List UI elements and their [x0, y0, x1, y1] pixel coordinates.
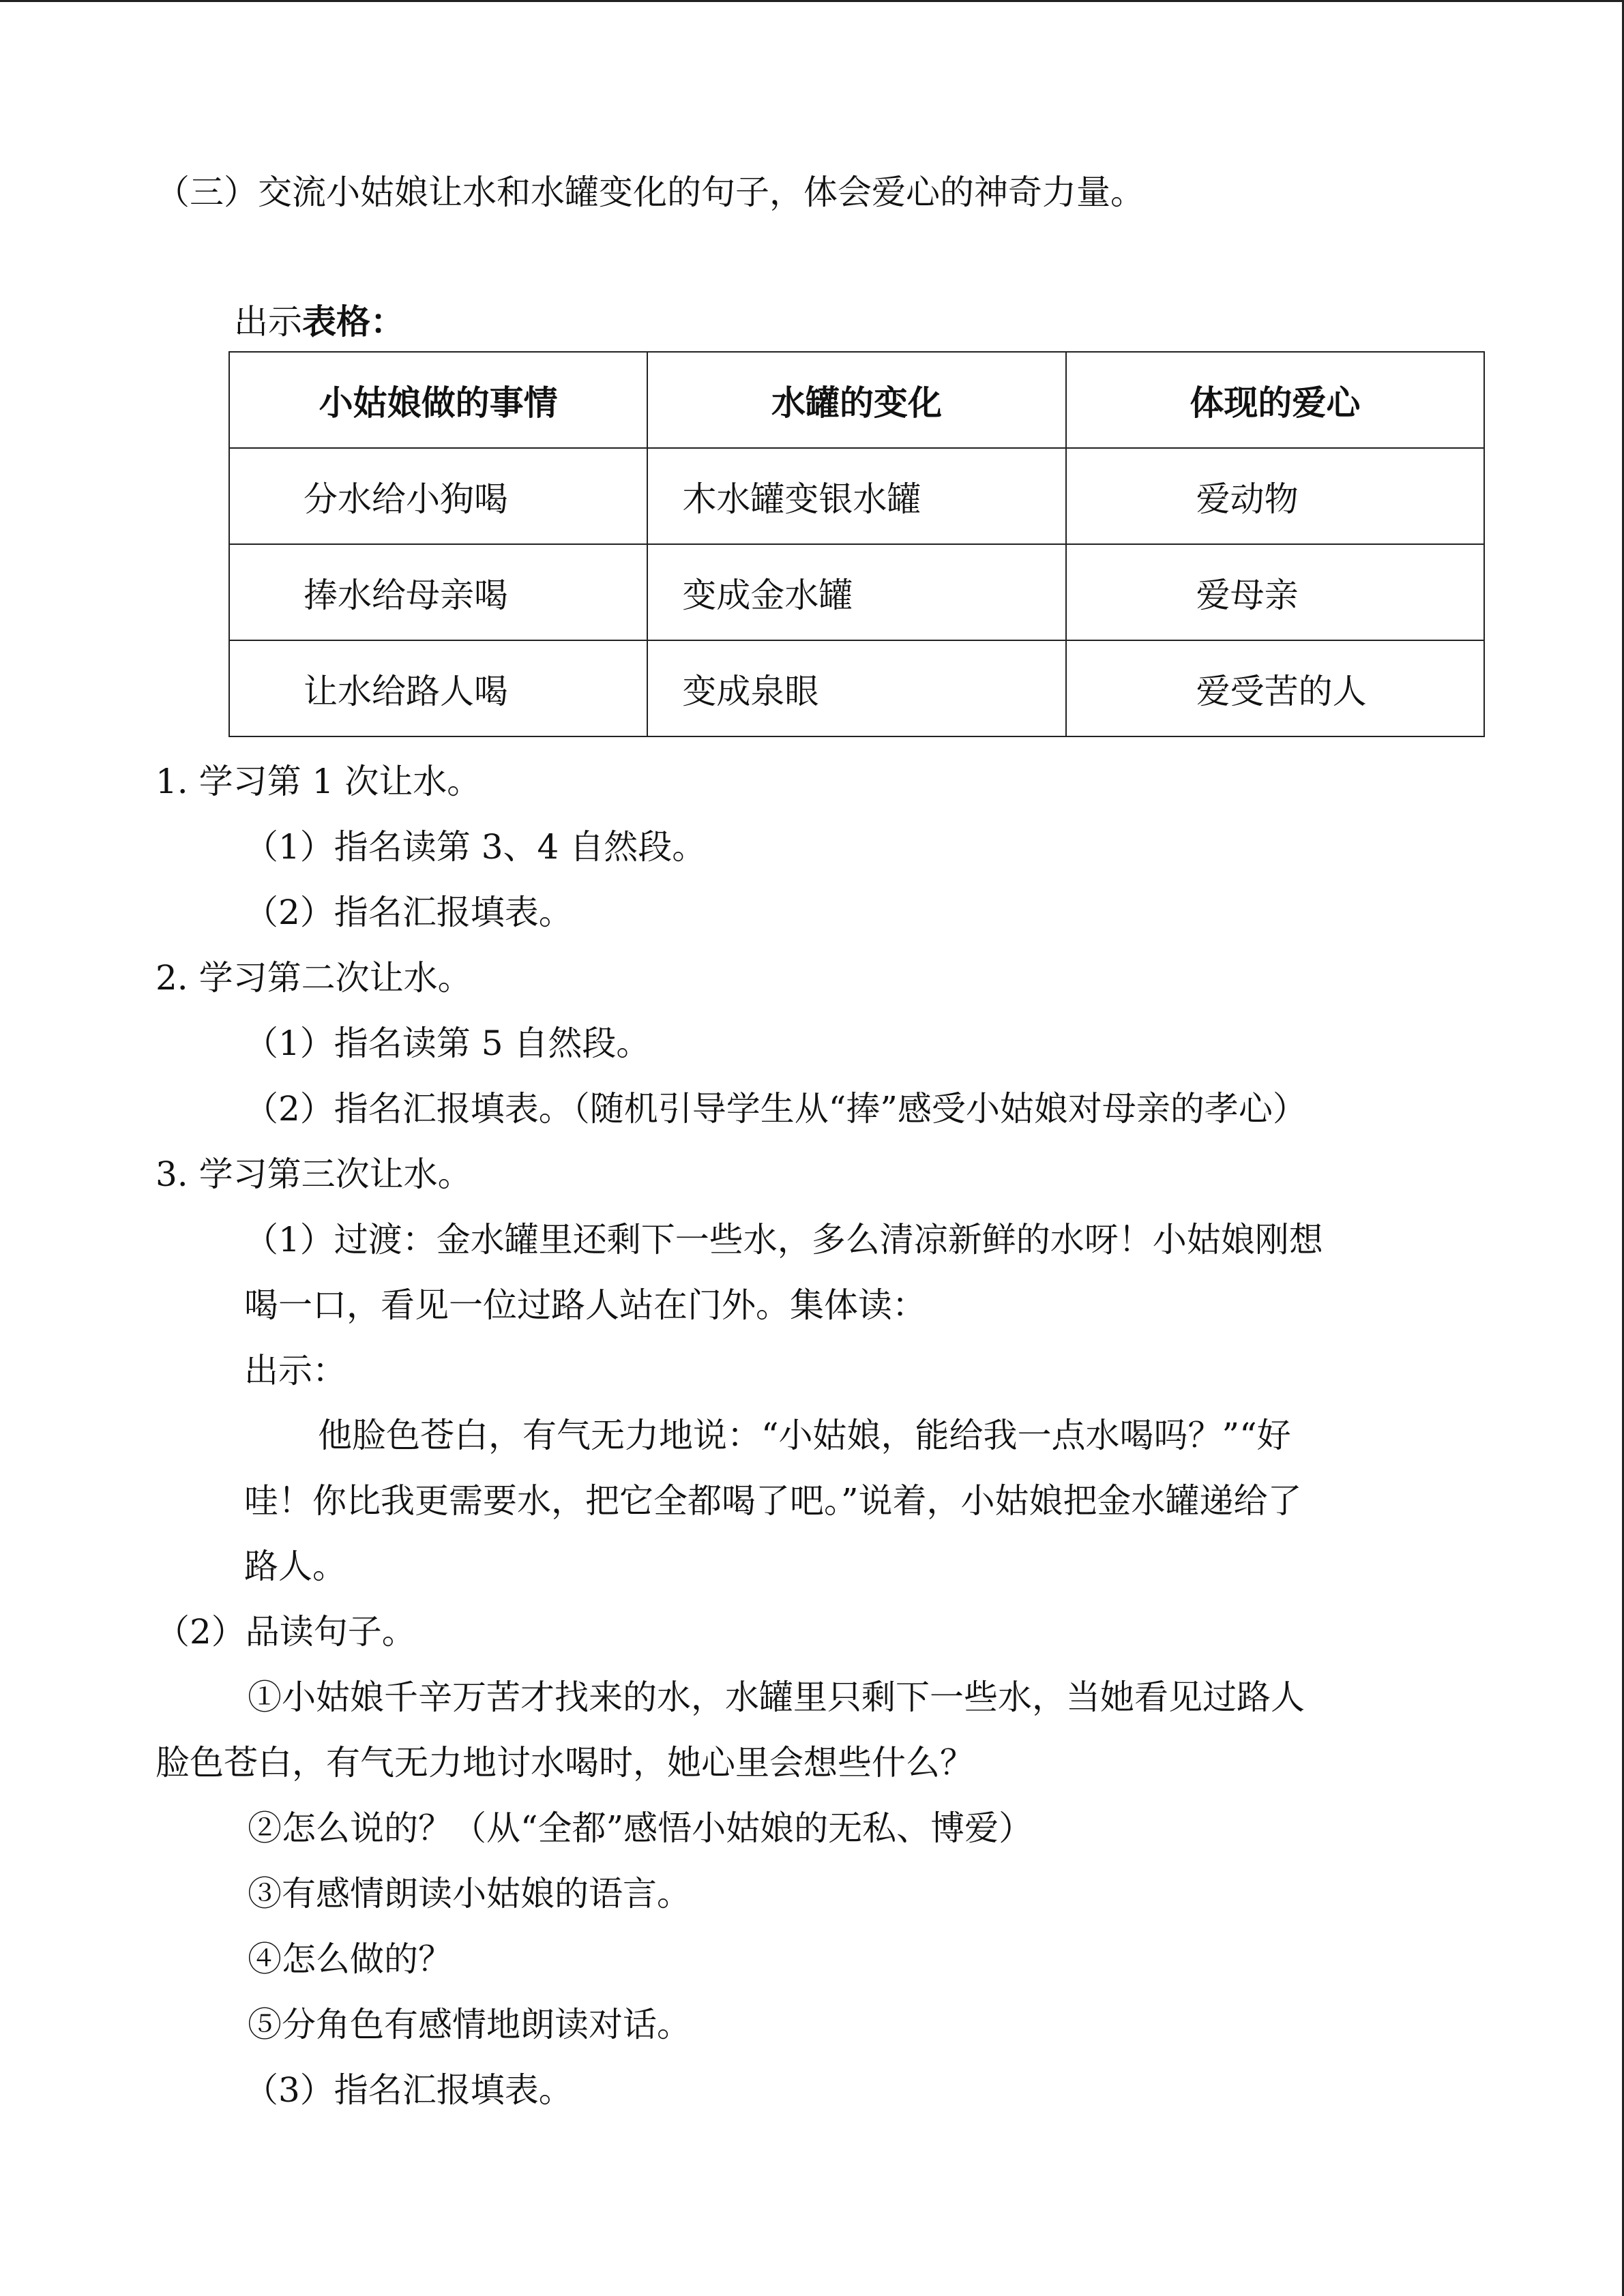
table-cell: 变成泉眼 [647, 640, 1065, 736]
step-2-sub-1: （1）指名读第 5 自然段。 [244, 1024, 651, 1063]
question-1-line-1: ①小姑娘千辛万苦才找来的水，水罐里只剩下一些水，当她看见过路人 [248, 1678, 1305, 1717]
table-header-cell: 体现的爱心 [1066, 352, 1484, 448]
quote-line-2: 哇！你比我更需要水，把它全都喝了吧。”说着，小姑娘把金水罐递给了 [244, 1481, 1302, 1521]
display-label: 出示： [244, 1351, 346, 1390]
page-border-top [0, 0, 1624, 2]
table-row [229, 640, 1484, 736]
table-cell: 爱受苦的人 [1066, 640, 1484, 736]
step-3-transition-line-1: （1）过渡：金水罐里还剩下一些水，多么清凉新鲜的水呀！小姑娘刚想 [244, 1220, 1323, 1259]
table-cell: 分水给小狗喝 [229, 448, 647, 544]
table-cell: 让水给路人喝 [229, 640, 647, 736]
question-3: ③有感情朗读小姑娘的语言。 [248, 1874, 691, 1913]
summary-table [228, 351, 1485, 737]
step-1-sub-2: （2）指名汇报填表。 [244, 893, 573, 932]
step-1-title: 1. 学习第 1 次让水。 [156, 762, 482, 801]
table-row [229, 544, 1484, 640]
table-cell: 变成金水罐 [647, 544, 1065, 640]
step-3-transition-line-2: 喝一口，看见一位过路人站在门外。集体读： [244, 1285, 926, 1325]
step-2-sub-2: （2）指名汇报填表。（随机引导学生从“捧”感受小姑娘对母亲的孝心） [244, 1089, 1307, 1129]
step-3-sub-2: （2）品读句子。 [156, 1612, 416, 1652]
step-3-sub-3: （3）指名汇报填表。 [244, 2070, 573, 2110]
table-cell: 爱动物 [1066, 448, 1484, 544]
step-2-title: 2. 学习第二次让水。 [156, 958, 472, 998]
table-row [229, 448, 1484, 544]
question-4: ④怎么做的？ [248, 1939, 452, 1979]
table-header-cell: 水罐的变化 [647, 352, 1065, 448]
table-cell: 木水罐变银水罐 [647, 448, 1065, 544]
quote-line-3: 路人。 [244, 1547, 346, 1586]
table-header-row [229, 352, 1484, 448]
table-cell: 爱母亲 [1066, 544, 1484, 640]
table-caption-prefix: 出示 [234, 302, 302, 342]
step-1-sub-1: （1）指名读第 3、4 自然段。 [244, 827, 707, 867]
table-header-cell: 小姑娘做的事情 [229, 352, 647, 448]
question-2: ②怎么说的？（从“全都”感悟小姑娘的无私、博爱） [248, 1808, 1033, 1848]
table-caption-bold: 表格： [302, 301, 404, 342]
table-cell: 捧水给母亲喝 [229, 544, 647, 640]
step-3-title: 3. 学习第三次让水。 [156, 1154, 472, 1194]
table-caption [234, 301, 404, 342]
question-5: ⑤分角色有感情地朗读对话。 [248, 2005, 691, 2044]
quote-line-1: 他脸色苍白，有气无力地说：“小姑娘，能给我一点水喝吗？”“好 [318, 1416, 1291, 1455]
question-1-line-2: 脸色苍白，有气无力地讨水喝时，她心里会想些什么？ [156, 1743, 974, 1783]
section-heading: （三）交流小姑娘让水和水罐变化的句子，体会爱心的神奇力量。 [156, 173, 1145, 212]
